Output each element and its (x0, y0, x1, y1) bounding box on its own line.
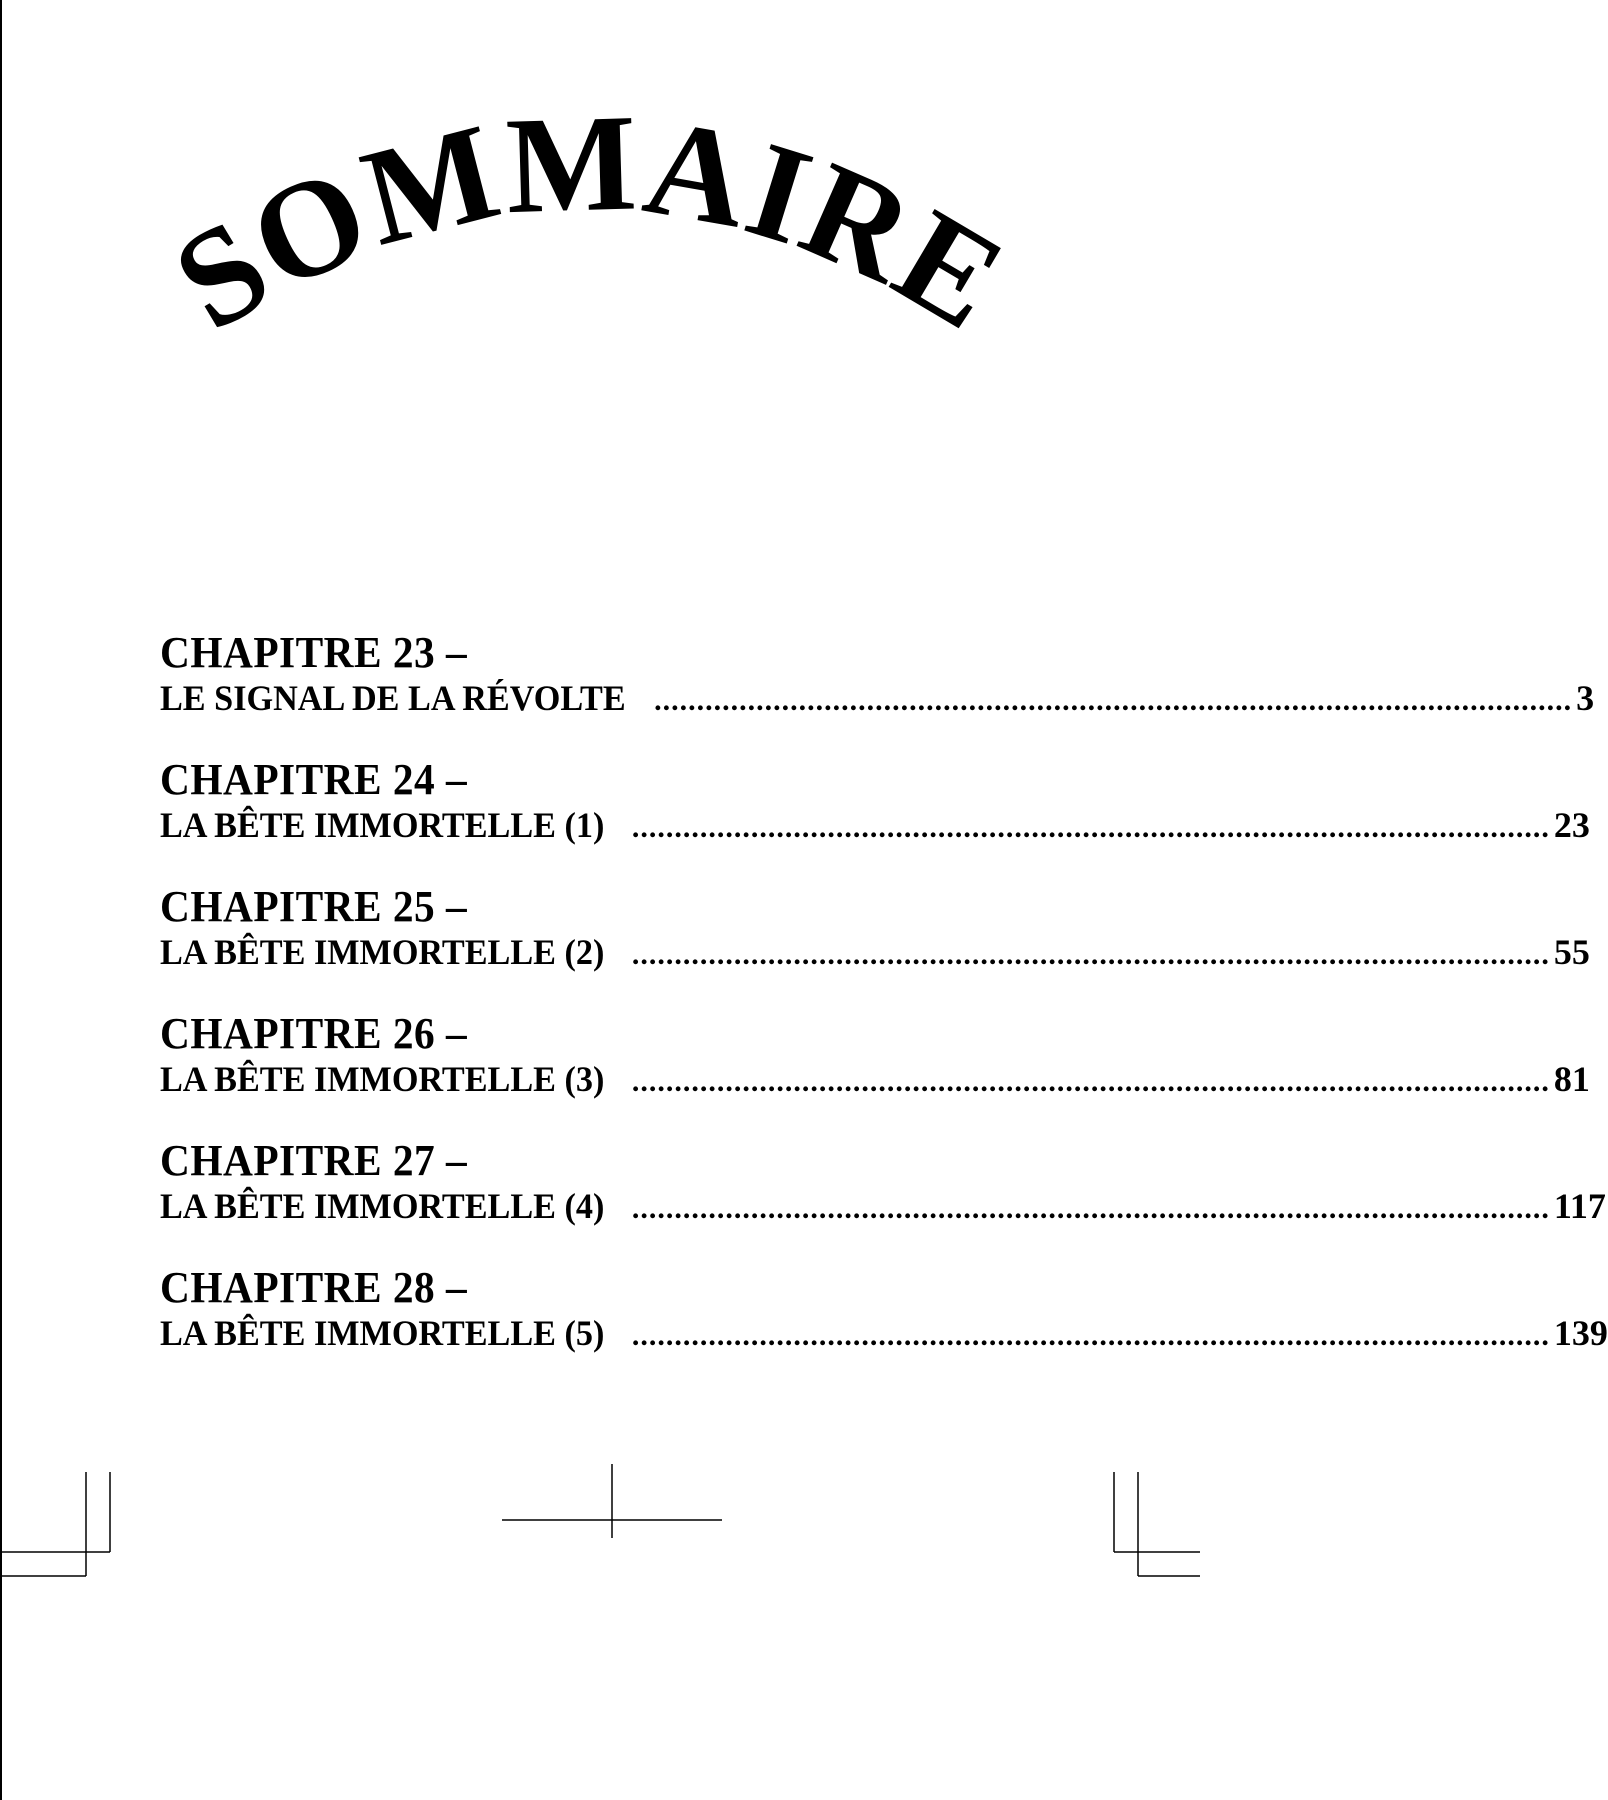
page-title (149, 85, 1030, 359)
chapter-line (160, 676, 1595, 723)
chapter-line (160, 930, 1590, 977)
table-of-contents (160, 628, 1608, 1390)
chapter-heading: CHAPITRE 25 – (160, 882, 468, 931)
chapter-heading: CHAPITRE 23 – (160, 628, 468, 677)
page-number: 55 (1553, 932, 1590, 972)
toc-entry (160, 882, 1590, 1009)
chapter-heading: CHAPITRE 27 – (160, 1136, 468, 1185)
chapter-heading: CHAPITRE 28 – (160, 1263, 468, 1312)
chapter-title: LA BÊTE IMMORTELLE (4) (160, 1186, 605, 1226)
chapter-line (160, 803, 1590, 850)
toc-entry (160, 628, 1595, 755)
crop-mark-left (0, 1472, 110, 1576)
toc-entry (160, 1009, 1590, 1136)
page-title-text: SOMMAIRE (149, 85, 1031, 360)
dot-leader: ............................................................................................................ (631, 1192, 1550, 1225)
chapter-title: LA BÊTE IMMORTELLE (5) (160, 1313, 605, 1353)
chapter-title: LA BÊTE IMMORTELLE (2) (160, 932, 605, 972)
toc-entry (160, 1136, 1606, 1263)
crop-mark-center (502, 1464, 722, 1538)
chapter-heading: CHAPITRE 26 – (160, 1009, 468, 1058)
crop-mark-right (1114, 1472, 1200, 1576)
page-number: 139 (1553, 1313, 1608, 1353)
chapter-title: LA BÊTE IMMORTELLE (3) (160, 1059, 605, 1099)
dot-leader: ............................................................................................................ (654, 684, 1573, 717)
dot-leader: ............................................................................................................ (631, 938, 1550, 971)
toc-entry (160, 755, 1590, 882)
chapter-heading: CHAPITRE 24 – (160, 755, 468, 804)
chapter-line (160, 1311, 1608, 1358)
chapter-line (160, 1184, 1606, 1231)
page-number: 81 (1553, 1059, 1590, 1099)
toc-entry (160, 1263, 1608, 1390)
sommaire-arched-title (0, 0, 1200, 520)
chapter-line (160, 1057, 1590, 1104)
chapter-title: LE SIGNAL DE LA RÉVOLTE (160, 678, 626, 718)
page-number: 117 (1553, 1186, 1606, 1226)
page-number: 23 (1553, 805, 1590, 845)
chapter-title: LA BÊTE IMMORTELLE (1) (160, 805, 605, 845)
dot-leader: ............................................................................................................ (631, 1319, 1550, 1352)
dot-leader: ............................................................................................................ (631, 811, 1550, 844)
dot-leader: ............................................................................................................ (631, 1065, 1550, 1098)
page-number: 3 (1576, 678, 1595, 718)
